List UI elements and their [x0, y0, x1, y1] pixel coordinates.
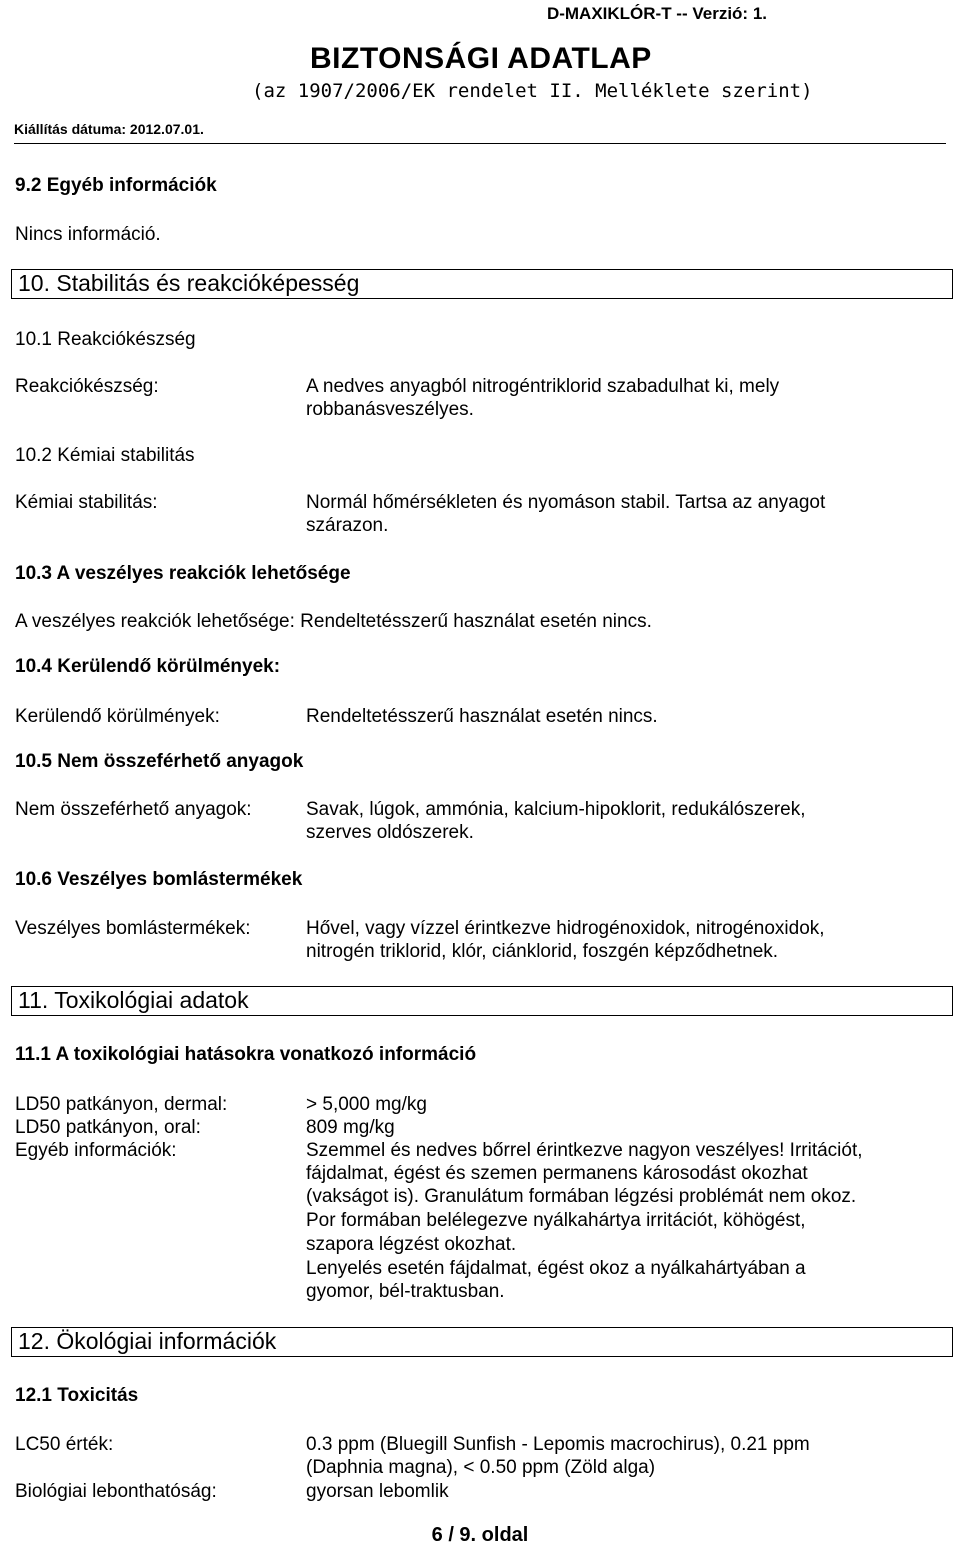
value-10-5-line2: szerves oldószerek. — [306, 822, 474, 843]
product-version: D-MAXIKLÓR-T -- Verzió: 1. — [546, 4, 767, 23]
value-10-6-line1: Hővel, vagy vízzel érintkezve hidrogénoxidok, nitrogénoxidok, — [306, 918, 825, 939]
header-divider — [14, 143, 946, 144]
value-other-info-line3: (vakságot is). Granulátum formában légzési problémát nem okoz. — [306, 1186, 857, 1207]
value-lc50-line2: (Daphnia magna), < 0.50 ppm (Zöld alga) — [306, 1457, 656, 1478]
heading-11-1: 11.1 A toxikológiai hatásokra vonatkozó információ — [15, 1044, 477, 1065]
value-10-2-line2: szárazon. — [306, 515, 389, 536]
heading-10-6: 10.6 Veszélyes bomlástermékek — [15, 869, 303, 890]
label-biodegradability: Biológiai lebonthatóság: — [15, 1481, 217, 1502]
label-10-4: Kerülendő körülmények: — [15, 706, 220, 727]
label-10-1: Reakciókészség: — [15, 376, 159, 397]
heading-10-3: 10.3 A veszélyes reakciók lehetősége — [15, 563, 351, 584]
heading-10-1: 10.1 Reakciókészség — [15, 329, 196, 350]
document-subtitle: (az 1907/2006/EK rendelet II. Melléklete szerint) — [252, 80, 813, 102]
section-10-title: 10. Stabilitás és reakcióképesség — [11, 269, 953, 299]
value-other-info-line1: Szemmel és nedves bőrrel érintkezve nagyon veszélyes! Irritációt, — [306, 1140, 863, 1161]
value-other-info-line6: Lenyelés esetén fájdalmat, égést okoz a nyálkahártyában a — [306, 1258, 806, 1279]
heading-10-5: 10.5 Nem összeférhető anyagok — [15, 751, 304, 772]
text-9-2: Nincs információ. — [15, 224, 161, 245]
value-ld50-dermal: > 5,000 mg/kg — [306, 1094, 427, 1115]
section-11-title: 11. Toxikológiai adatok — [11, 986, 953, 1016]
value-10-6-line2: nitrogén triklorid, klór, ciánklorid, foszgén képződhetnek. — [306, 941, 779, 962]
section-12-title: 12. Ökológiai információk — [11, 1327, 953, 1357]
value-ld50-oral: 809 mg/kg — [306, 1117, 395, 1138]
heading-10-4: 10.4 Kerülendő körülmények: — [15, 656, 281, 677]
label-10-2: Kémiai stabilitás: — [15, 492, 158, 513]
text-10-3: A veszélyes reakciók lehetősége: Rendeltetésszerű használat esetén nincs. — [15, 611, 652, 632]
label-10-5: Nem összeférhető anyagok: — [15, 799, 252, 820]
label-lc50: LC50 érték: — [15, 1434, 114, 1455]
value-10-2-line1: Normál hőmérsékleten és nyomáson stabil. Tartsa az anyagot — [306, 492, 826, 513]
value-10-1-line2: robbanásveszélyes. — [306, 399, 474, 420]
issue-date: Kiállítás dátuma: 2012.07.01. — [14, 121, 204, 137]
label-other-info: Egyéb információk: — [15, 1140, 177, 1161]
heading-10-2: 10.2 Kémiai stabilitás — [15, 445, 195, 466]
label-ld50-dermal: LD50 patkányon, dermal: — [15, 1094, 228, 1115]
value-other-info-line5: szapora légzést okozhat. — [306, 1234, 517, 1255]
document-title: BIZTONSÁGI ADATLAP — [310, 42, 652, 75]
value-10-5-line1: Savak, lúgok, ammónia, kalcium-hipoklorit, redukálószerek, — [306, 799, 806, 820]
value-other-info-line4: Por formában belélegezve nyálkahártya irritációt, köhögést, — [306, 1210, 806, 1231]
value-biodegradability: gyorsan lebomlik — [306, 1481, 449, 1502]
heading-12-1: 12.1 Toxicitás — [15, 1385, 139, 1406]
value-10-4: Rendeltetésszerű használat esetén nincs. — [306, 706, 658, 727]
value-other-info-line2: fájdalmat, égést és szemen permanens károsodást okozhat — [306, 1163, 808, 1184]
label-10-6: Veszélyes bomlástermékek: — [15, 918, 251, 939]
value-10-1-line1: A nedves anyagból nitrogéntriklorid szabadulhat ki, mely — [306, 376, 780, 397]
heading-9-2: 9.2 Egyéb információk — [15, 175, 217, 196]
value-lc50-line1: 0.3 ppm (Bluegill Sunfish - Lepomis macrochirus), 0.21 ppm — [306, 1434, 810, 1455]
value-other-info-line7: gyomor, bél-traktusban. — [306, 1281, 505, 1302]
label-ld50-oral: LD50 patkányon, oral: — [15, 1117, 201, 1138]
page-number: 6 / 9. oldal — [431, 1524, 529, 1546]
